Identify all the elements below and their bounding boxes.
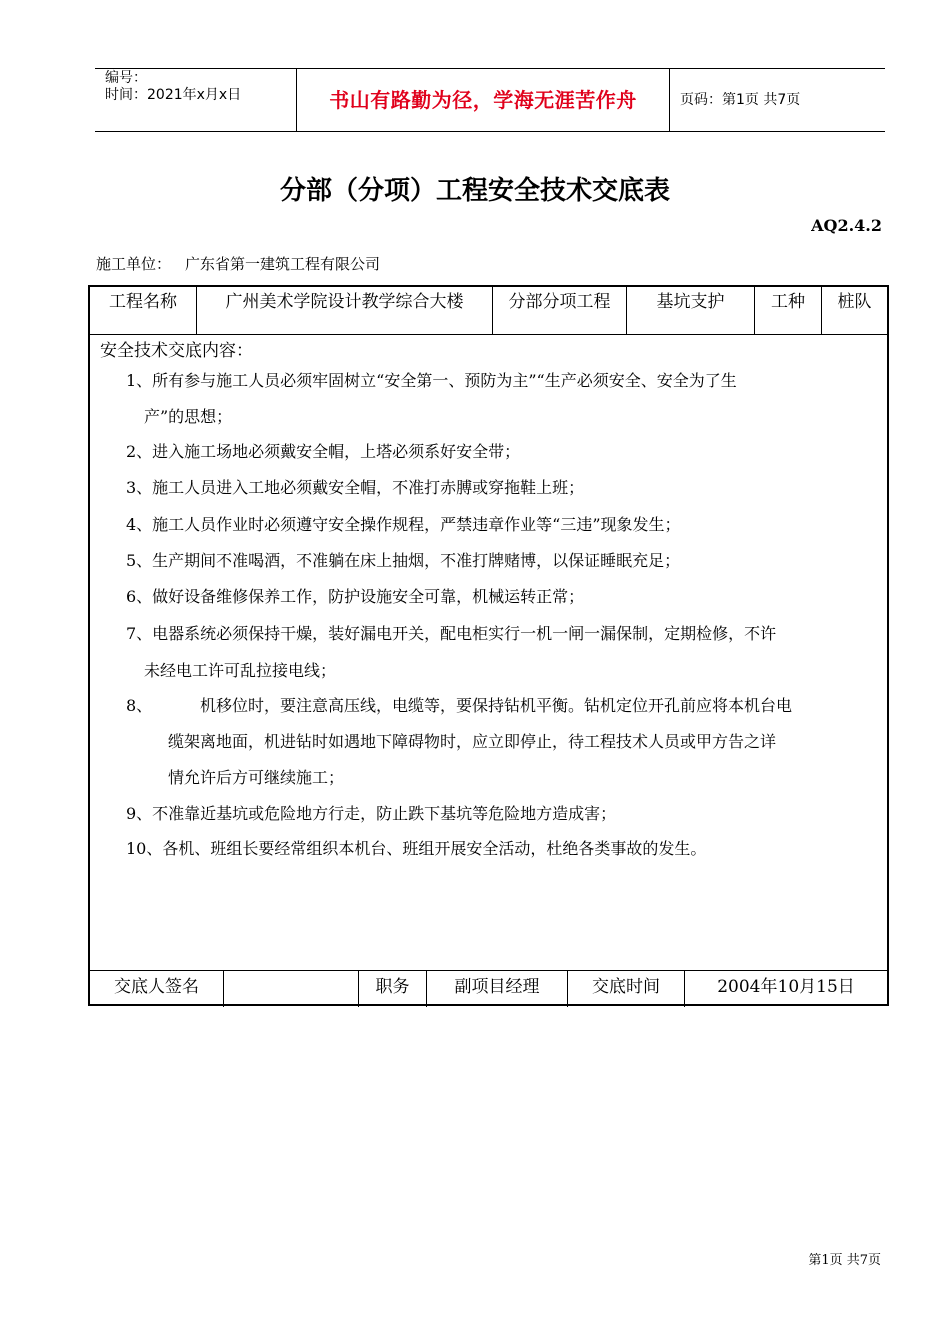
list-item: 3、施工人员进入工地必须戴安全帽，不准打赤膊或穿拖鞋上班； xyxy=(126,478,585,497)
header-page-label: 页码：第1页 共7页 xyxy=(680,92,801,108)
list-item: 产”的思想； xyxy=(144,407,233,426)
project-name-label: 工程名称 xyxy=(90,287,197,334)
list-item: 7、电器系统必须保持干燥，装好漏电开关，配电柜实行一机一闸一漏保制，定期检修，不许 xyxy=(126,624,777,643)
list-item: 机移位时，要注意高压线，电缆等，要保持钻机平衡。钻机定位开孔前应将本机台电 xyxy=(200,696,793,715)
list-item: 9、不准靠近基坑或危险地方行走，防止跌下基坑等危险地方造成害； xyxy=(126,804,617,823)
list-item-number: 8、 xyxy=(126,696,153,715)
list-item: 4、施工人员作业时必须遵守安全操作规程，严禁违章作业等“三违”现象发生； xyxy=(126,515,681,534)
trade-label: 工种 xyxy=(755,287,822,334)
list-item: 缆架离地面，机进钻时如遇地下障碍物时，应立即停止，待工程技术人员或甲方告之详 xyxy=(168,732,777,751)
document-header xyxy=(95,68,885,132)
briefing-time-label: 交底时间 xyxy=(568,971,685,1007)
info-row xyxy=(90,287,887,335)
sign-row xyxy=(90,970,887,1007)
page-footer: 第1页 共7页 xyxy=(808,1253,881,1268)
list-item: 未经电工许可乱拉接电线； xyxy=(144,661,337,680)
header-meta xyxy=(95,69,297,131)
position-value: 副项目经理 xyxy=(427,971,568,1007)
sub-project: 基坑支护 xyxy=(627,287,755,334)
list-item: 1、所有参与施工人员必须牢固树立“安全第一、预防为主”“生产必须安全、安全为了生 xyxy=(126,371,737,390)
list-item: 情允许后方可继续施工； xyxy=(168,768,345,787)
trade: 桩队 xyxy=(837,292,872,312)
time-label: 时间：2021年x月x日 xyxy=(105,87,242,103)
content-heading: 安全技术交底内容： xyxy=(100,341,253,361)
header-motto: 书山有路勤为径，学海无涯苦作舟 xyxy=(297,69,670,131)
document-title: 分部（分项）工程安全技术交底表 xyxy=(279,176,670,206)
safety-briefing-table xyxy=(88,285,889,1006)
construction-unit xyxy=(96,253,394,274)
list-item: 10、各机、班组长要经常组织本机台、班组开展安全活动，杜绝各类事故的发生。 xyxy=(126,839,707,858)
sub-project-label: 分部分项工程 xyxy=(493,287,627,334)
list-item: 6、做好设备维修保养工作，防护设施安全可靠，机械运转正常； xyxy=(126,587,585,606)
project-name: 广州美术学院设计教学综合大楼 xyxy=(197,287,493,334)
list-item: 5、生产期间不准喝酒，不准躺在床上抽烟，不准打牌赌博，以保证睡眠充足； xyxy=(126,551,681,570)
signer-field xyxy=(224,971,359,1007)
list-item: 2、进入施工场地必须戴安全帽，上塔必须系好安全带； xyxy=(126,442,521,461)
unit-value: 广东省第一建筑工程有限公司 xyxy=(185,255,381,273)
briefing-time: 2004年10月15日 xyxy=(717,977,855,997)
position-label: 职务 xyxy=(359,971,427,1007)
signer-label: 交底人签名 xyxy=(90,971,224,1007)
form-code: AQ2.4.2 xyxy=(811,216,882,235)
number-label: 编号： xyxy=(105,70,147,86)
unit-label: 施工单位： xyxy=(96,255,172,273)
